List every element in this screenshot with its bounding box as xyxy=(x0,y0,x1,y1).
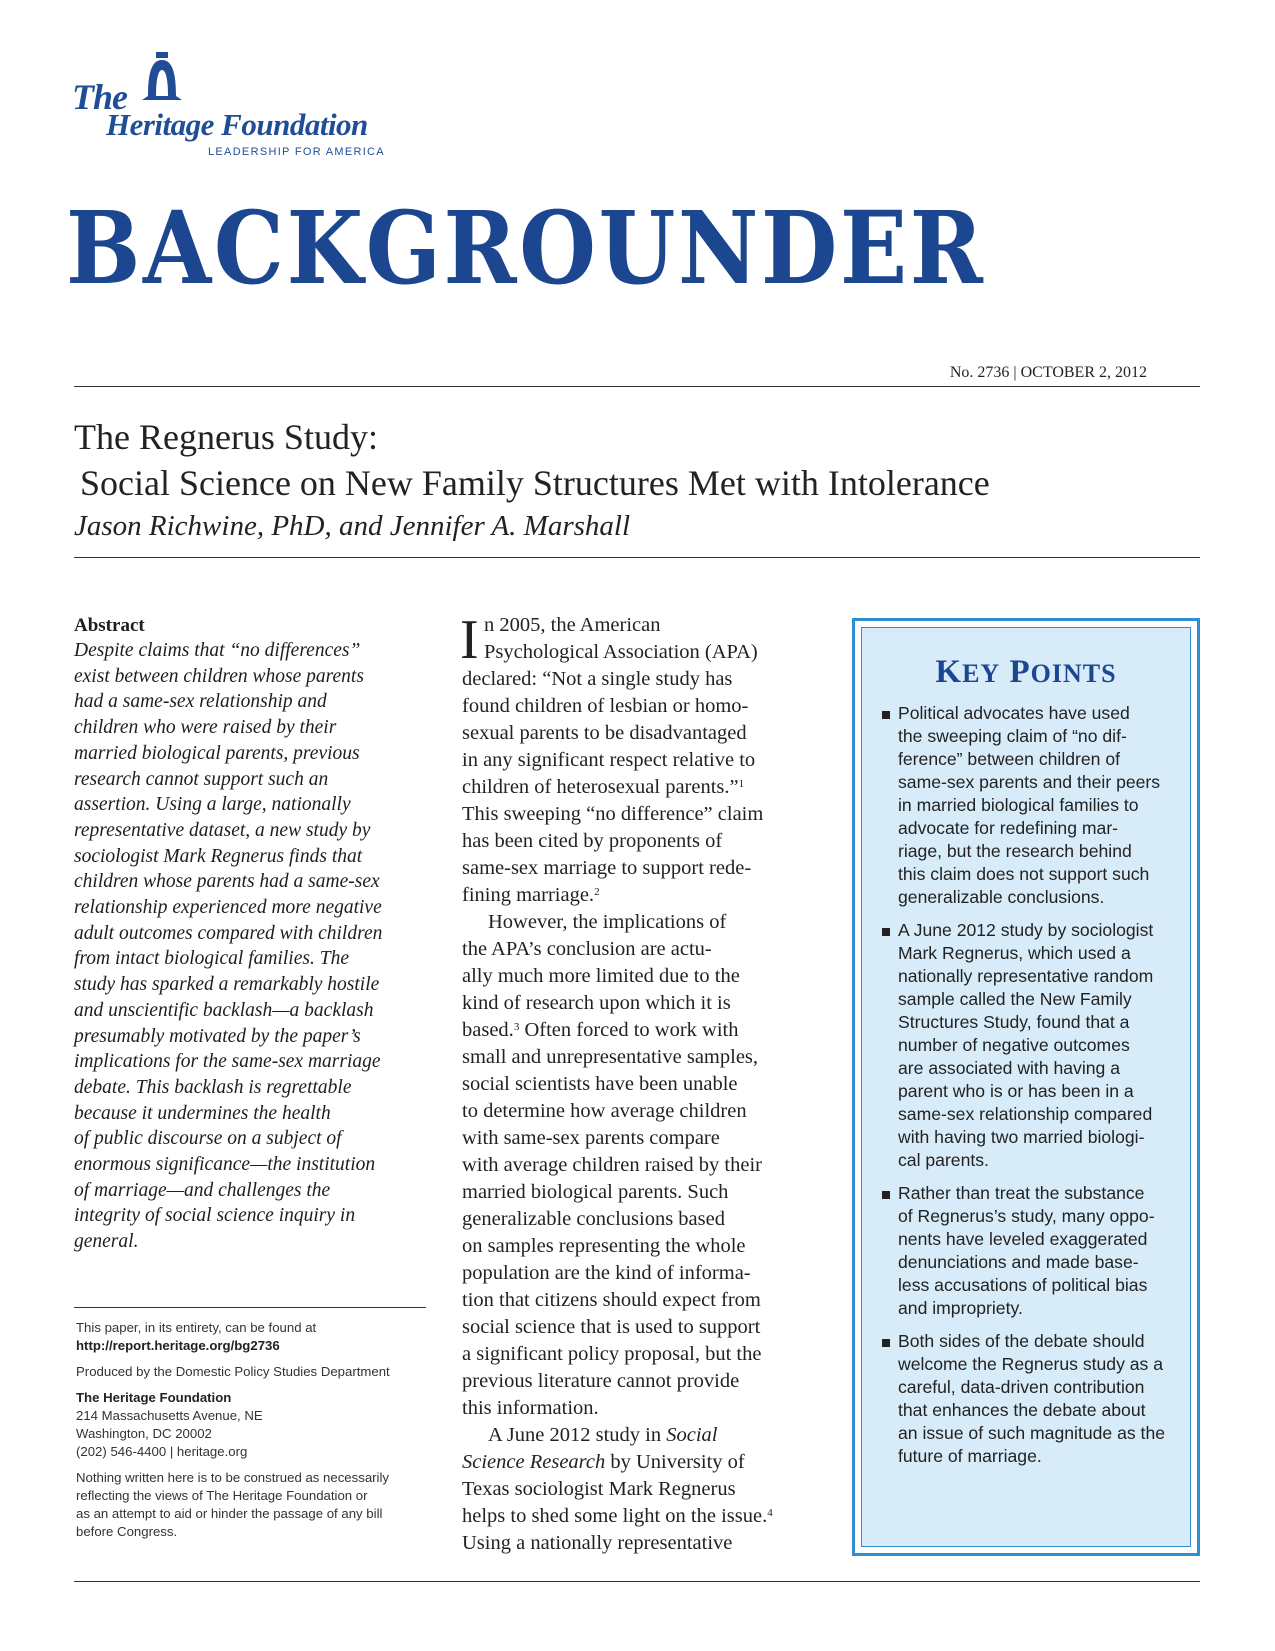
abstract-line: sociologist Mark Regnerus finds that xyxy=(74,845,363,867)
key-point-line: of Regnerus’s study, many oppo- xyxy=(898,1206,1155,1226)
title-letter: P xyxy=(1009,654,1031,690)
disclaimer-line: Nothing written here is to be construed as necessarily xyxy=(76,1470,389,1485)
key-point-line: Both sides of the debate should xyxy=(898,1331,1145,1351)
abstract-line: because it undermines the health xyxy=(74,1102,331,1124)
key-points-box xyxy=(852,618,1200,1556)
key-point-line: nents have leveled exaggerated xyxy=(898,1229,1148,1249)
footnote-ref: 2 xyxy=(594,886,600,898)
heritage-logo xyxy=(72,52,392,162)
body-line: ally much more limited due to the xyxy=(462,965,740,987)
key-point xyxy=(882,919,1182,1172)
drop-cap: I xyxy=(460,609,479,671)
body-line: same-sex marriage to support rede- xyxy=(462,857,752,879)
key-point xyxy=(882,702,1182,909)
body-line: with average children raised by their xyxy=(462,1154,762,1176)
key-point-line: parent who is or has been in a xyxy=(898,1081,1134,1101)
body-line-text: Often forced to work with xyxy=(519,1019,739,1041)
body-line: in any significant respect relative to xyxy=(462,749,756,771)
key-points-title xyxy=(862,654,1190,691)
body-line: with same-sex parents compare xyxy=(462,1127,720,1149)
key-point-line: advocate for redefining mar- xyxy=(898,818,1119,838)
key-point-line: in married biological families to xyxy=(898,795,1139,815)
authors: Jason Richwine, PhD, and Jennifer A. Marshall xyxy=(74,510,631,542)
abstract-line: had a same-sex relationship and xyxy=(74,691,327,713)
body-line-text: based. xyxy=(462,1019,514,1041)
footnote-ref: 1 xyxy=(738,778,745,790)
key-point-line: Structures Study, found that a xyxy=(898,1012,1130,1032)
abstract-line: debate. This backlash is regrettable xyxy=(74,1076,352,1098)
body-line: Psychological Association (APA) xyxy=(484,641,758,663)
body-line: has been cited by proponents of xyxy=(462,830,723,852)
body-line xyxy=(462,774,822,801)
found-at-text: This paper, in its entirety, can be found at xyxy=(76,1320,317,1335)
body-line-text: helps to shed some light on the issue. xyxy=(462,1505,768,1527)
body-line: married biological parents. Such xyxy=(462,1181,729,1203)
key-point-line: future of marriage. xyxy=(898,1446,1042,1466)
abstract-heading: Abstract xyxy=(74,615,145,636)
info-rule xyxy=(74,1307,426,1308)
abstract-line: enormous significance—the institution xyxy=(74,1154,376,1176)
disclaimer-line: as an attempt to aid or hinder the passage of any bill xyxy=(76,1506,383,1521)
body-line: However, the implications of xyxy=(488,911,727,933)
key-point-line: Political advocates have used xyxy=(898,703,1130,723)
liberty-bell-icon xyxy=(138,52,186,102)
issue-number-date: No. 2736 | OCTOBER 2, 2012 xyxy=(949,364,1147,381)
body-line: declared: “Not a single study has xyxy=(462,668,733,690)
body-line: found children of lesbian or homo- xyxy=(462,695,749,717)
body-line: population are the kind of informa- xyxy=(462,1262,751,1284)
abstract-line: exist between children whose parents xyxy=(74,665,364,687)
bullet-square-icon xyxy=(882,1339,890,1347)
key-point-line: number of negative outcomes xyxy=(898,1035,1130,1055)
body-line: social science that is used to support xyxy=(462,1316,761,1338)
body-line: generalizable conclusions based xyxy=(462,1208,725,1230)
key-point-line: ference” between children of xyxy=(898,749,1121,769)
key-point-line: with having two married biologi- xyxy=(898,1127,1145,1147)
abstract-line: relationship experienced more negative xyxy=(74,897,382,919)
logo-the: The xyxy=(72,77,127,117)
abstract-text xyxy=(74,638,434,1255)
publication-info xyxy=(76,1319,436,1541)
key-point-line: same-sex relationship compared xyxy=(898,1104,1153,1124)
abstract-line: representative dataset, a new study by xyxy=(74,819,371,841)
key-point xyxy=(882,1330,1182,1468)
footnote-ref: 4 xyxy=(767,1507,773,1519)
body-line: sexual parents to be disadvantaged xyxy=(462,722,747,744)
bullet-square-icon xyxy=(882,928,890,936)
title-line-1: The Regnerus Study: xyxy=(74,417,378,457)
footnote-ref: 3 xyxy=(513,1021,520,1033)
abstract-line: adult outcomes compared with children xyxy=(74,922,383,944)
key-point-line: sample called the New Family xyxy=(898,989,1132,1009)
logo-name: Heritage Foundation xyxy=(106,107,368,142)
key-point-line: careful, data-driven contribution xyxy=(898,1377,1145,1397)
body-line: this information. xyxy=(462,1397,599,1419)
key-points-list xyxy=(882,702,1182,1478)
report-link[interactable]: http://report.heritage.org/bg2736 xyxy=(76,1338,280,1353)
bullet-square-icon xyxy=(882,1191,890,1199)
abstract-line: Despite claims that “no differences” xyxy=(74,640,361,661)
body-line xyxy=(462,1503,822,1530)
body-line: Using a nationally representative xyxy=(462,1532,733,1554)
key-point-line: welcome the Regnerus study as a xyxy=(898,1354,1164,1374)
header-rule xyxy=(74,386,1200,387)
address-line-1: 214 Massachusetts Avenue, NE xyxy=(76,1408,263,1423)
journal-name: Science Research xyxy=(462,1451,606,1473)
org-name: The Heritage Foundation xyxy=(76,1390,232,1405)
body-line xyxy=(462,1422,822,1449)
abstract-line: of marriage—and challenges the xyxy=(74,1179,331,1201)
phone-website: (202) 546-4400 | heritage.org xyxy=(76,1444,248,1459)
key-point-line: an issue of such magnitude as the xyxy=(898,1423,1166,1443)
key-point-line: denunciations and made base- xyxy=(898,1252,1139,1272)
body-line: a significant policy proposal, but the xyxy=(462,1343,762,1365)
body-line xyxy=(462,1449,822,1476)
key-points-panel xyxy=(861,627,1191,1547)
key-point-line: that enhances the debate about xyxy=(898,1400,1146,1420)
key-point-line: this claim does not support such xyxy=(898,864,1150,884)
footer-rule xyxy=(74,1581,1200,1582)
abstract-line: integrity of social science inquiry in xyxy=(74,1205,356,1227)
title-line-2: Social Science on New Family Structures Met with Intolerance xyxy=(80,463,990,503)
body-line: Texas sociologist Mark Regnerus xyxy=(462,1478,736,1500)
key-point xyxy=(882,1182,1182,1320)
abstract-line: assertion. Using a large, nationally xyxy=(74,794,351,816)
logo-tagline: LEADERSHIP FOR AMERICA xyxy=(208,146,385,158)
key-point-line: less accusations of political bias xyxy=(898,1275,1148,1295)
masthead: BACKGROUNDER xyxy=(66,189,986,307)
body-line: This sweeping “no difference” claim xyxy=(462,803,764,825)
key-point-line: same-sex parents and their peers xyxy=(898,772,1161,792)
abstract-line: and unscientific backlash—a backlash xyxy=(74,999,374,1021)
key-point-line: generalizable conclusions. xyxy=(898,887,1105,907)
body-line: tion that citizens should expect from xyxy=(462,1289,761,1311)
body-line: the APA’s conclusion are actu- xyxy=(462,938,712,960)
body-line xyxy=(462,1017,822,1044)
journal-name: Social xyxy=(666,1424,718,1446)
body-line-text: fining marriage. xyxy=(462,884,595,906)
disclaimer-line: reflecting the views of The Heritage Foundation or xyxy=(76,1488,368,1503)
body-line-text: children of heterosexual parents.” xyxy=(462,776,739,798)
key-point-line: riage, but the research behind xyxy=(898,841,1132,861)
key-point-line: cal parents. xyxy=(898,1150,989,1170)
key-point-line: Rather than treat the substance xyxy=(898,1183,1145,1203)
abstract-line: married biological parents, previous xyxy=(74,742,360,764)
title-rule xyxy=(74,557,1200,558)
abstract-line: children who were raised by their xyxy=(74,717,337,739)
key-point-line: A June 2012 study by sociologist xyxy=(898,920,1154,940)
body-line-text: by University of xyxy=(605,1451,745,1473)
abstract-line: children whose parents had a same-sex xyxy=(74,871,380,893)
abstract-line: presumably motivated by the paper’s xyxy=(74,1025,361,1047)
key-point-line: the sweeping claim of “no dif- xyxy=(898,726,1127,746)
abstract-line: general. xyxy=(74,1231,139,1253)
body-line: social scientists have been unable xyxy=(462,1073,738,1095)
key-point-line: Mark Regnerus, which used a xyxy=(898,943,1131,963)
body-line: previous literature cannot provide xyxy=(462,1370,740,1392)
abstract-line: study has sparked a remarkably hostile xyxy=(74,974,380,996)
abstract-line: from intact biological families. The xyxy=(74,948,349,970)
abstract-line: research cannot support such an xyxy=(74,768,329,790)
key-point-line: nationally representative random xyxy=(898,966,1154,986)
disclaimer-line: before Congress. xyxy=(76,1524,178,1539)
body-line: on samples representing the whole xyxy=(462,1235,746,1257)
body-line xyxy=(462,882,822,909)
body-text xyxy=(460,609,822,1557)
bullet-square-icon xyxy=(882,711,890,719)
body-line: n 2005, the American xyxy=(484,614,661,636)
address-line-2: Washington, DC 20002 xyxy=(76,1426,212,1441)
title-letters: EY xyxy=(962,659,1001,688)
produced-by-text: Produced by the Domestic Policy Studies Department xyxy=(76,1364,390,1379)
abstract-line: implications for the same-sex marriage xyxy=(74,1051,381,1073)
body-line-text: A June 2012 study in xyxy=(488,1424,667,1446)
key-point-line: and impropriety. xyxy=(898,1298,1023,1318)
body-line: kind of research upon which it is xyxy=(462,992,731,1014)
title-letter: K xyxy=(935,654,963,690)
abstract xyxy=(74,614,434,1255)
title-letters: OINTS xyxy=(1030,659,1117,688)
abstract-line: of public discourse on a subject of xyxy=(74,1128,342,1150)
body-line: small and unrepresentative samples, xyxy=(462,1046,759,1068)
key-point-line: are associated with having a xyxy=(898,1058,1121,1078)
body-line: to determine how average children xyxy=(462,1100,747,1122)
